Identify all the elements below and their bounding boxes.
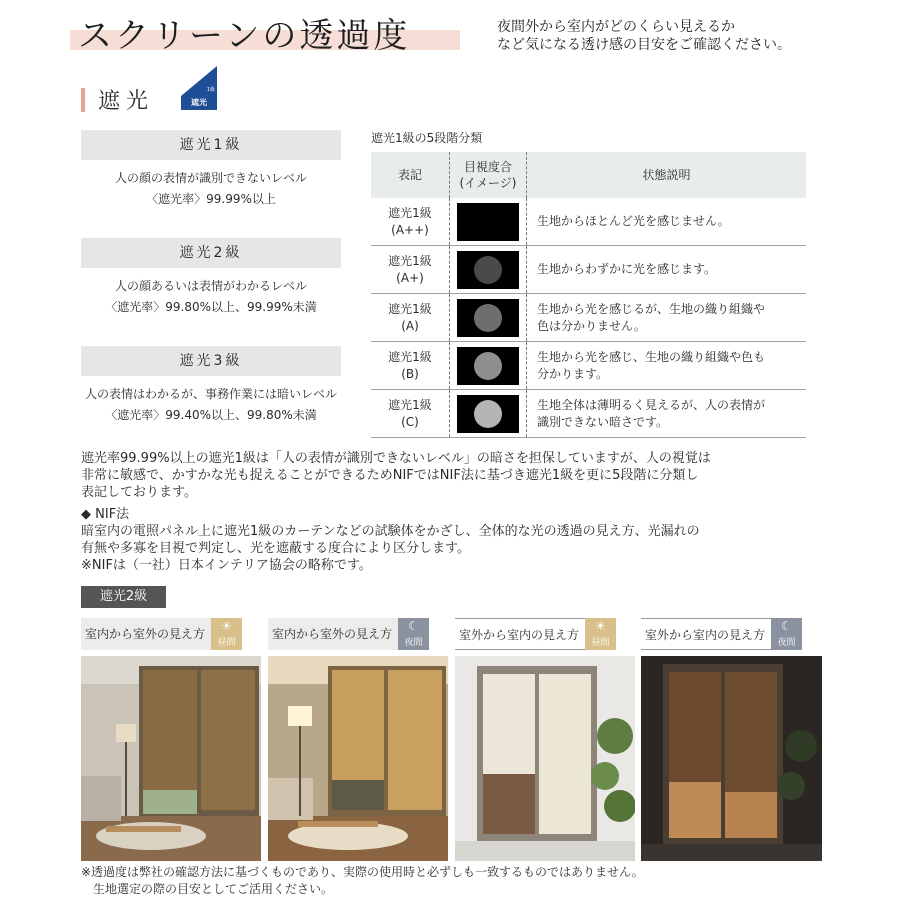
row-description <box>527 246 806 293</box>
row-desc-line: 生地から光を感じ、生地の織り組織や色も <box>537 349 766 364</box>
nighttime-icon: ☾ 夜間 <box>771 618 802 650</box>
table-row <box>371 342 806 390</box>
row-visual <box>449 294 527 341</box>
row-code: 遮光1級 <box>388 253 432 268</box>
nif-line: 有無や多寡を目視で判定し、光を遮蔽する度合により区分します。 <box>81 541 470 556</box>
grade-box-1 <box>81 130 341 210</box>
light-disc <box>474 256 502 284</box>
photo-outside-night <box>641 656 822 861</box>
grade-box-2 <box>81 238 341 318</box>
row-code-level: (B) <box>401 366 419 381</box>
section-title: 遮光 <box>98 89 155 114</box>
view-label: 室外から室内の見え方 <box>641 618 771 650</box>
daytime-icon: ☀ 昼間 <box>585 618 616 650</box>
header-visual <box>449 152 527 198</box>
header-notation: 表記 <box>397 167 422 182</box>
visual-swatch <box>457 203 519 241</box>
grade-name: 遮光2級 <box>81 238 341 268</box>
photo-inside-day <box>81 656 261 861</box>
table-row <box>371 390 806 438</box>
header-description: 状態説明 <box>642 167 691 182</box>
grade-box-3 <box>81 346 341 426</box>
row-description <box>527 198 806 245</box>
page-title: スクリーンの透過度 <box>78 16 411 56</box>
row-code-level: (A++) <box>391 222 429 237</box>
row-desc-line: 生地全体は薄明るく見えるが、人の表情が <box>537 397 766 412</box>
row-visual <box>449 198 527 245</box>
row-description <box>527 342 806 389</box>
row-visual <box>449 342 527 389</box>
row-description <box>527 390 806 437</box>
row-code: 遮光1級 <box>388 301 432 316</box>
grade-rate: 〈遮光率〉99.80%以上、99.99%未満 <box>105 300 317 314</box>
light-disc <box>474 304 502 332</box>
classification-table <box>371 152 806 438</box>
row-code-level: (C) <box>401 414 419 429</box>
footnote-line: 生地選定の際の目安としてご活用ください。 <box>81 882 334 896</box>
paragraph-line: 非常に敏感で、かすかな光も捉えることができるためNIFではNIF法に基づき遮光1級を更に5段階に分類し <box>81 468 699 483</box>
row-desc-line: 色は分かりません。 <box>537 318 646 333</box>
view-caption-1 <box>81 618 242 650</box>
grade-name: 遮光3級 <box>81 346 341 376</box>
grade-desc: 人の顔の表情が識別できないレベル <box>114 171 307 185</box>
explanation-paragraph <box>81 450 811 501</box>
header-visual-line: (イメージ) <box>459 176 517 190</box>
light-disc <box>474 400 502 428</box>
row-notation <box>371 198 449 245</box>
row-code: 遮光1級 <box>388 205 432 220</box>
paragraph-line: 表記しております。 <box>81 485 197 500</box>
visual-swatch <box>457 299 519 337</box>
view-caption-2 <box>268 618 429 650</box>
blackout-badge-icon <box>181 66 217 110</box>
visual-swatch <box>457 251 519 289</box>
footnote-line: ※透過度は弊社の確認方法に基づくものであり、実際の使用時と必ずしも一致するものではありません。 <box>81 865 644 879</box>
section-accent-bar <box>81 88 85 112</box>
daytime-icon: ☀ 昼間 <box>211 618 242 650</box>
photo-inside-night <box>268 656 448 861</box>
row-code: 遮光1級 <box>388 349 432 364</box>
visual-swatch <box>457 347 519 385</box>
page-subtitle <box>497 18 827 54</box>
view-label: 室外から室内の見え方 <box>455 618 585 650</box>
table-header <box>371 152 806 198</box>
row-notation <box>371 294 449 341</box>
header-visual-line: 目視度合 <box>463 160 512 174</box>
light-disc <box>474 352 502 380</box>
footnote <box>81 864 644 898</box>
subtitle-line: 夜間外から室内がどのくらい見えるか <box>497 19 735 35</box>
row-notation <box>371 342 449 389</box>
grade-rate: 〈遮光率〉99.99%以上 <box>146 192 276 206</box>
nif-method-note <box>81 506 811 574</box>
grade-name: 遮光1級 <box>81 130 341 160</box>
time-label: 昼間 <box>217 638 236 648</box>
table-caption: 遮光1級の5段階分類 <box>371 131 483 145</box>
row-desc-line: 生地から光を感じるが、生地の織り組織や <box>537 301 766 316</box>
table-row <box>371 294 806 342</box>
row-code-level: (A) <box>401 318 419 333</box>
light-disc <box>474 208 502 236</box>
row-desc-line: 分かります。 <box>537 366 609 381</box>
photo-outside-day <box>455 656 635 861</box>
paragraph-line: 遮光率99.99%以上の遮光1級は「人の表情が識別できないレベル」の暗さを担保していますが、人の視覚は <box>81 451 711 466</box>
time-label: 夜間 <box>404 638 423 648</box>
table-row <box>371 198 806 246</box>
view-caption-3 <box>455 618 616 650</box>
row-code-level: (A+) <box>396 270 424 285</box>
row-visual <box>449 246 527 293</box>
row-notation <box>371 246 449 293</box>
row-visual <box>449 390 527 437</box>
grade-tag: 遮光2級 <box>81 586 166 608</box>
table-row <box>371 246 806 294</box>
row-notation <box>371 390 449 437</box>
view-caption-4 <box>641 618 802 650</box>
grade-desc: 人の顔あるいは表情がわかるレベル <box>114 279 307 293</box>
badge-grade-text: 1級 <box>206 87 215 93</box>
time-label: 昼間 <box>591 638 610 648</box>
row-desc-line: 生地からほとんど光を感じません。 <box>537 214 730 228</box>
visual-swatch <box>457 395 519 433</box>
row-desc-line: 生地からわずかに光を感じます。 <box>537 262 717 276</box>
row-code: 遮光1級 <box>388 397 432 412</box>
badge-label: 遮光 <box>191 98 207 107</box>
subtitle-line: など気になる透け感の目安をご確認ください。 <box>497 37 791 53</box>
grade-rate: 〈遮光率〉99.40%以上、99.80%未満 <box>105 408 317 422</box>
row-description <box>527 294 806 341</box>
nighttime-icon: ☾ 夜間 <box>398 618 429 650</box>
view-label: 室内から室外の見え方 <box>268 618 398 650</box>
row-desc-line: 識別できない暗さです。 <box>537 414 669 429</box>
view-label: 室内から室外の見え方 <box>81 618 211 650</box>
nif-line: ※NIFは（一社）日本インテリア協会の略称です。 <box>81 558 372 573</box>
nif-heading: ◆ NIF法 <box>81 507 130 522</box>
nif-line: 暗室内の電照パネル上に遮光1級のカーテンなどの試験体をかざし、全体的な光の透過の見え方、光漏れの <box>81 524 700 539</box>
time-label: 夜間 <box>777 638 796 648</box>
grade-desc: 人の表情はわかるが、事務作業には暗いレベル <box>84 387 337 401</box>
